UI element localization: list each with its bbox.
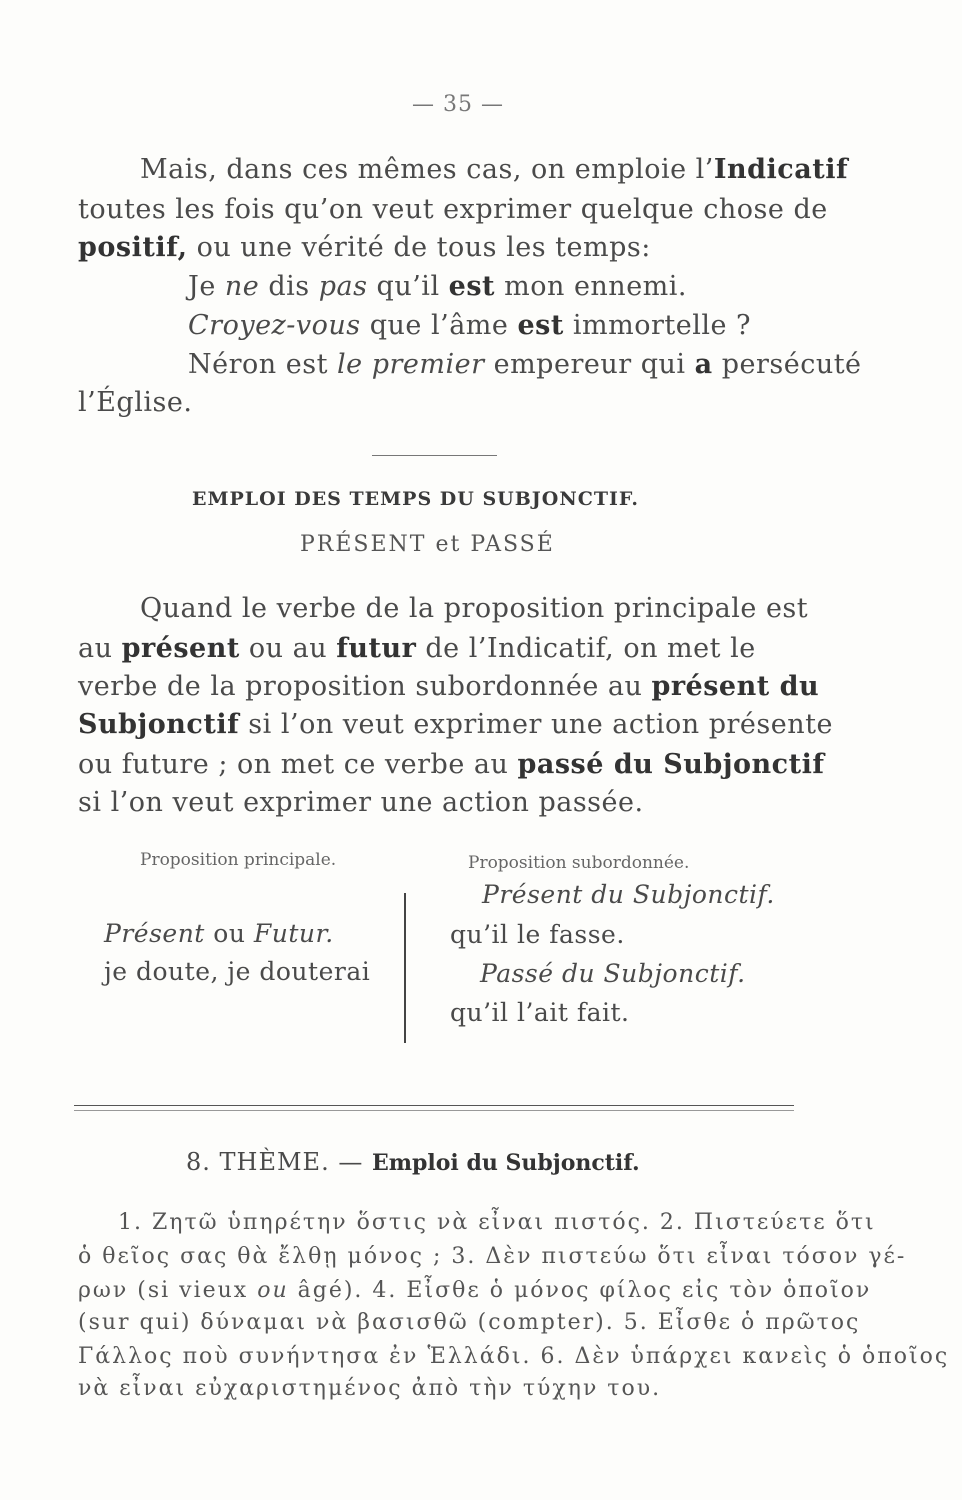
section-title: EMPLOI DES TEMPS DU SUBJONCTIF. bbox=[192, 488, 640, 510]
para2-line2: au présent ou au futur de l’Indicatif, on met le bbox=[78, 633, 756, 664]
page-number: — 35 — bbox=[412, 92, 504, 117]
para2-line1: Quand le verbe de la proposition principale est bbox=[140, 593, 809, 624]
table-left-header: Présent ou Futur. bbox=[104, 919, 334, 948]
greek-line-4: (sur qui) δύναμαι νὰ βασισθῶ (compter). 5. Εἶσθε ὁ πρῶτος bbox=[78, 1310, 861, 1335]
table-right-row-1: qu’il le fasse. bbox=[450, 920, 625, 949]
short-divider bbox=[372, 455, 497, 456]
para2-line3: verbe de la proposition subordonnée au présent du bbox=[78, 671, 820, 702]
long-divider-2 bbox=[74, 1110, 794, 1111]
greek-line-3: ρων (si vieux ou âgé). 4. Εἶσθε ὁ μόνος φίλος εἰς τὸν ὁποῖον bbox=[78, 1278, 872, 1303]
example-3: Néron est le premier empereur qui a persécuté bbox=[188, 349, 862, 380]
greek-line-2: ὁ θεῖος σας θὰ ἔλθῃ μόνος ; 3. Δὲν πιστεύω ὅτι εἶναι τόσον γέ- bbox=[78, 1244, 907, 1269]
para1-line3: positif, ou une vérité de tous les temps: bbox=[78, 232, 651, 263]
greek-line-5: Γάλλος ποὺ συνήντησα ἐν Ἑλλάδι. 6. Δὲν ὑπάρχει κανεὶς ὁ ὁποῖος bbox=[78, 1344, 950, 1369]
table-right-header-1: Présent du Subjonctif. bbox=[482, 880, 775, 909]
theme-heading: 8. THÈME. — Emploi du Subjonctif. bbox=[186, 1148, 640, 1176]
greek-line-1: 1. Ζητῶ ὑπηρέτην ὅστις νὰ εἶναι πιστός. 2. Πιστεύετε ὅτι bbox=[118, 1210, 876, 1235]
example-1: Je ne dis pas qu’il est mon ennemi. bbox=[188, 271, 687, 302]
table-head-principal: Proposition principale. bbox=[140, 850, 337, 870]
para1-line1: Mais, dans ces mêmes cas, on emploie l’Indicatif bbox=[140, 154, 849, 185]
para1-line2: toutes les fois qu’on veut exprimer quelque chose de bbox=[78, 194, 828, 225]
para2-line4: Subjonctif si l’on veut exprimer une action présente bbox=[78, 709, 833, 740]
table-brace bbox=[404, 893, 406, 1043]
example-2: Croyez-vous que l’âme est immortelle ? bbox=[188, 310, 752, 341]
table-right-row-2: qu’il l’ait fait. bbox=[450, 998, 630, 1027]
section-subtitle: PRÉSENT et PASSÉ bbox=[300, 532, 555, 557]
long-divider-1 bbox=[74, 1105, 794, 1106]
greek-line-6: νὰ εἶναι εὐχαριστημένος ἀπὸ τὴν τύχην του. bbox=[78, 1376, 662, 1401]
para2-line5: ou future ; on met ce verbe au passé du Subjonctif bbox=[78, 749, 825, 780]
para2-line6: si l’on veut exprimer une action passée. bbox=[78, 787, 644, 818]
table-head-subordinate: Proposition subordonnée. bbox=[468, 853, 690, 873]
example-3-continuation: l’Église. bbox=[78, 387, 193, 418]
table-right-header-2: Passé du Subjonctif. bbox=[480, 959, 746, 988]
table-left-row: je doute, je douterai bbox=[104, 957, 371, 986]
